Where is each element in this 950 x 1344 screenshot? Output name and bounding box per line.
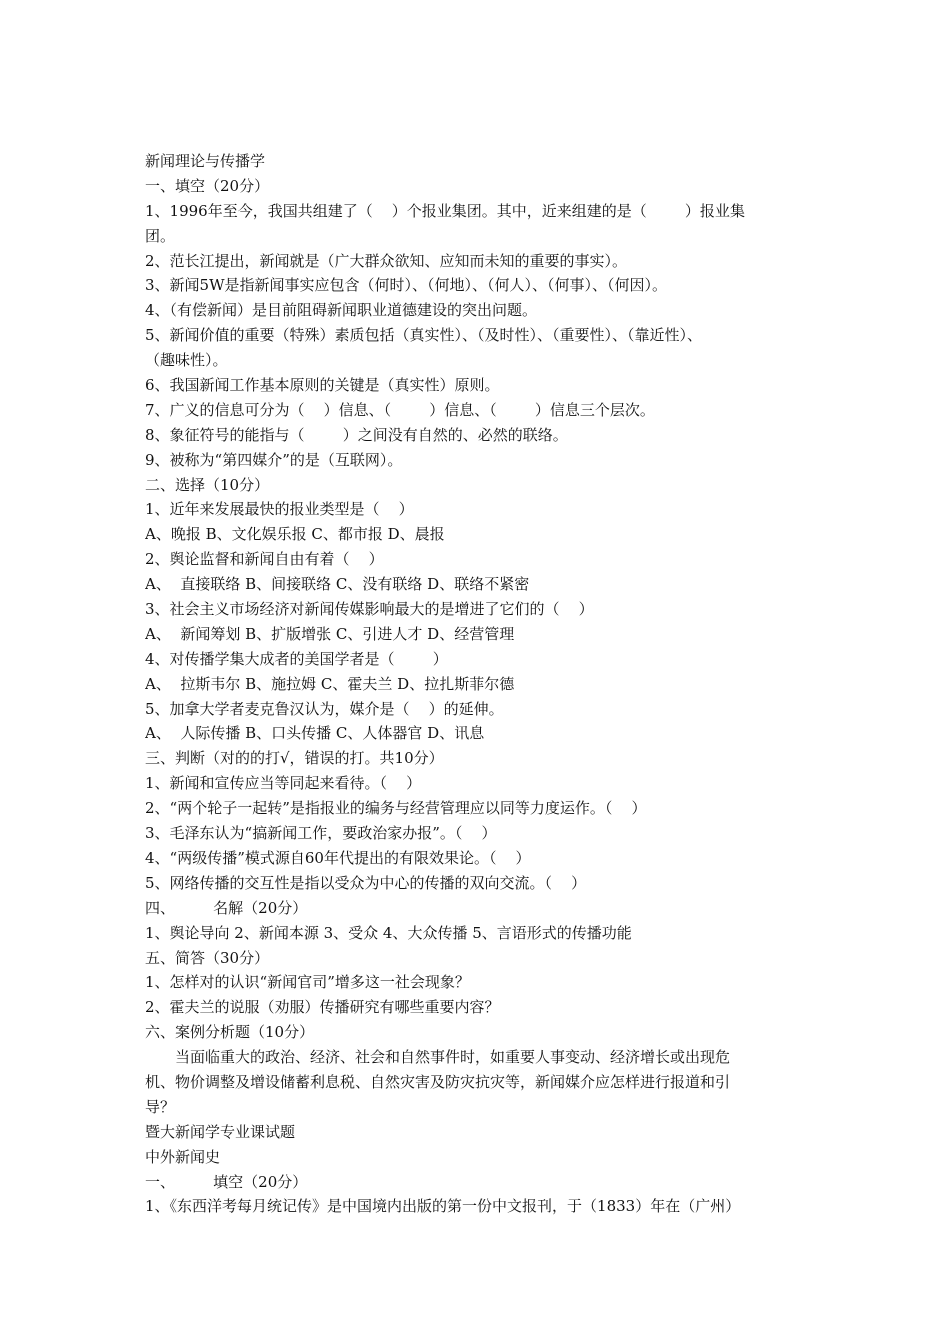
text-line: 3、毛泽东认为“搞新闻工作，要政治家办报”。（ ） bbox=[145, 824, 497, 843]
text-line: 三、判断（对的的打√，错误的打。共10分） bbox=[145, 749, 444, 768]
text-line: 五、简答（30分） bbox=[145, 948, 270, 967]
text-line: A、 新闻筹划 B、扩版增张 C、引进人才 D、经营管理 bbox=[145, 624, 515, 643]
text-line: （趣味性）。 bbox=[145, 351, 228, 370]
text-line: 1、1996年至今，我国共组建了（ ）个报业集团。其中，近来组建的是（ ）报业集 bbox=[145, 201, 745, 220]
text-line: 1、新闻和宣传应当等同起来看待。（ ） bbox=[145, 774, 422, 793]
text-line: A、 人际传播 B、口头传播 C、人体器官 D、讯息 bbox=[145, 724, 485, 743]
text-line: 3、社会主义市场经济对新闻传媒影响最大的是增进了它们的（ ） bbox=[145, 600, 594, 619]
text-line: 4、（有偿新闻）是目前阻碍新闻职业道德建设的突出问题。 bbox=[145, 301, 538, 320]
text-line: 5、网络传播的交互性是指以受众为中心的传播的双向交流。（ ） bbox=[145, 873, 587, 892]
text-line: 5、加拿大学者麦克鲁汉认为，媒介是（ ）的延伸。 bbox=[145, 699, 504, 718]
text-line: A、 拉斯韦尔 B、施拉姆 C、霍夫兰 D、拉扎斯菲尔德 bbox=[145, 674, 515, 693]
text-line: 1、《东西洋考每月统记传》是中国境内出版的第一份中文报刊，于（1833）年在（广州） bbox=[145, 1197, 741, 1216]
text-line: 1、怎样对的认识“新闻官司”增多这一社会现象？ bbox=[145, 973, 470, 992]
text-line: 新闻理论与传播学 bbox=[145, 152, 266, 170]
text-line: 3、新闻5W是指新闻事实应包含（何时）、（何地）、（何人）、（何事）、（何因）。 bbox=[145, 276, 668, 295]
text-line: 导？ bbox=[145, 1097, 176, 1116]
text-line: 当面临重大的政治、经济、社会和自然事件时，如重要人事变动、经济增长或出现危 bbox=[175, 1048, 731, 1067]
text-line: 4、对传播学集大成者的美国学者是（ ） bbox=[145, 649, 448, 668]
text-line: 8、象征符号的能指与（ ）之间没有自然的、必然的联络。 bbox=[145, 425, 568, 444]
text-line: 2、范长江提出，新闻就是（广大群众欲知、应知而未知的重要的事实）。 bbox=[145, 251, 628, 270]
text-line: 5、新闻价值的重要（特殊）素质包括（真实性）、（及时性）、（重要性）、（靠近性）、 bbox=[145, 326, 703, 345]
text-line: 1、近年来发展最快的报业类型是（ ） bbox=[145, 500, 414, 519]
text-line: 9、被称为“第四媒介”的是（互联网）。 bbox=[145, 450, 403, 469]
document-page bbox=[145, 149, 825, 1219]
text-line: 一、 填空（20分） bbox=[145, 1172, 308, 1191]
text-line: 2、舆论监督和新闻自由有着（ ） bbox=[145, 550, 384, 569]
text-line: A、 直接联络 B、间接联络 C、没有联络 D、联络不紧密 bbox=[145, 575, 530, 594]
text-line: 二、选择（10分） bbox=[145, 475, 270, 494]
text-line: 一、填空（20分） bbox=[145, 176, 270, 195]
text-line: 6、我国新闻工作基本原则的关键是（真实性）原则。 bbox=[145, 376, 500, 395]
text-line: 2、霍夫兰的说服（劝服）传播研究有哪些重要内容？ bbox=[145, 998, 500, 1017]
text-line: 机、物价调整及增设储蓄利息税、自然灾害及防灾抗灾等，新闻媒介应怎样进行报道和引 bbox=[145, 1072, 731, 1091]
text-line: 暨大新闻学专业课试题 bbox=[145, 1122, 296, 1141]
text-line: 团。 bbox=[145, 226, 176, 245]
text-line: 中外新闻史 bbox=[145, 1147, 221, 1166]
text-line: 六、案例分析题（10分） bbox=[145, 1023, 315, 1042]
text-line: A、晚报 B、文化娱乐报 C、都市报 D、晨报 bbox=[145, 525, 445, 544]
text-line: 7、广义的信息可分为（ ）信息、（ ）信息、（ ）信息三个层次。 bbox=[145, 400, 655, 419]
text-line: 4、“两级传播”模式源自60年代提出的有限效果论。（ ） bbox=[145, 848, 531, 867]
text-line: 2、“两个轮子一起转”是指报业的编务与经营管理应以同等力度运作。（ ） bbox=[145, 799, 647, 818]
text-line: 四、 名解（20分） bbox=[145, 898, 308, 917]
text-line: 1、舆论导向 2、新闻本源 3、受众 4、大众传播 5、言语形式的传播功能 bbox=[145, 923, 632, 942]
